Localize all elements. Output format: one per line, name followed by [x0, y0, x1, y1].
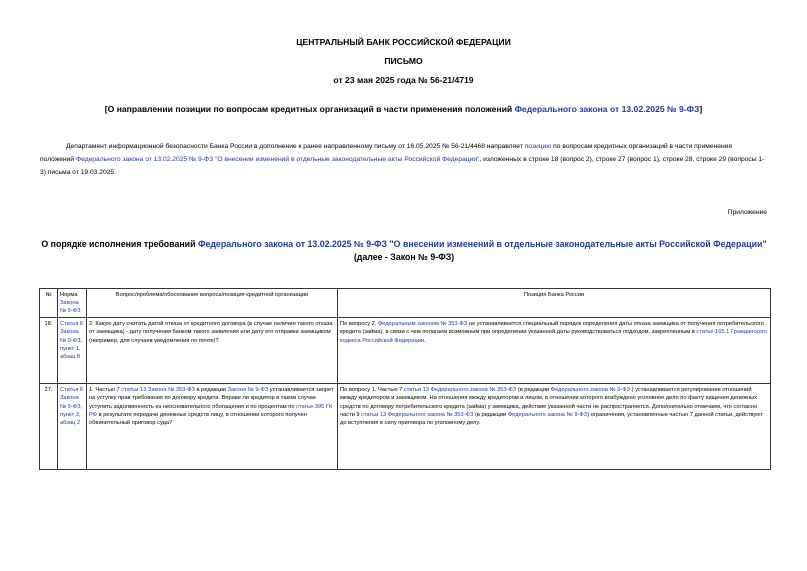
- col-header-position: Позиция Банка России: [338, 289, 771, 318]
- article-13-link[interactable]: статьи 13: [403, 386, 429, 393]
- norma-link[interactable]: Статья 6 Закона № 9-ФЗ, пункт 1, абзац 8: [58, 318, 87, 384]
- question-text: в результате передачи денежных средств лицу, в отношении которого получен обвинительный приговор суда?: [89, 411, 307, 427]
- law-9-link[interactable]: Федерального закона № 9-ФЗ: [550, 386, 631, 393]
- position-cell: [338, 384, 771, 470]
- subject-law-link[interactable]: Федерального закона от 13.02.2025 № 9-ФЗ: [514, 104, 700, 114]
- norma-header-link[interactable]: Закона № 9-ФЗ: [60, 299, 81, 315]
- law-9-link[interactable]: Федерального закона № 9-ФЗ: [507, 411, 588, 418]
- row-number: 27.: [40, 384, 58, 470]
- letter-subject: [0, 104, 807, 114]
- position-text: (в редакции: [473, 411, 508, 418]
- norma-link[interactable]: Статья 6 Закона № 9-ФЗ, пункт 3, абзац 2: [58, 384, 87, 470]
- title-prefix: О порядке исполнения требований: [41, 239, 198, 249]
- article-13-link[interactable]: статьи 13 Закона № 353-ФЗ: [121, 386, 195, 393]
- table-row: [40, 318, 771, 384]
- law-353-link[interactable]: Федеральным законом № 353-ФЗ: [377, 320, 468, 327]
- question-text: 1. Частью 7: [89, 386, 122, 393]
- position-text: ) устанавливается регулирование отношений между кредитором и заемщиком. На отношения между кредитором и лицом, в отношении которого возбуждено уголовное дело по факту хищения денежных средств по договору потребительского кредита (займа) у заемщика, действие указанной части не распространяется. Дополнительно отмечаем, что согласно части 9: [340, 386, 758, 418]
- table-header-row: [40, 289, 771, 318]
- intro-paragraph: [40, 141, 768, 179]
- subject-suffix: ]: [699, 104, 703, 114]
- civil-code-link[interactable]: статье 165.1 Гражданского кодекса Российской Федерации: [340, 329, 768, 344]
- org-name: ЦЕНТРАЛЬНЫЙ БАНК РОССИЙСКОЙ ФЕДЕРАЦИИ: [296, 37, 511, 47]
- subject-prefix: [О направлении позиции по вопросам кредитных организаций в части применения положений: [104, 104, 515, 114]
- col-header-question: Вопрос/проблема/обоснование вопроса/позиция кредитной организации: [87, 289, 338, 318]
- row-number: 18.: [40, 318, 58, 384]
- position-cell: [338, 318, 771, 384]
- article-13-law-353-link[interactable]: статьи 13 Федерального закона № 353-ФЗ: [361, 411, 474, 418]
- position-text: По вопросу 1. Частью 7: [340, 386, 404, 393]
- question-text: устанавливается запрет на уступку прав требования по договору кредита. Вправе ли кредитор в таком случае уступить задолженность из неосновательного обогащения и по процентам по: [89, 386, 334, 410]
- doc-type: ПИСЬМО: [384, 56, 423, 66]
- intro-text-2: по вопросам кредитных организаций в части применения положений: [40, 143, 733, 163]
- table-row: [40, 384, 771, 470]
- title-suffix: (далее - Закон № 9-ФЗ): [353, 251, 455, 262]
- position-text: По вопросу 2.: [340, 320, 378, 327]
- position-table: [39, 288, 771, 470]
- appendix-title: [40, 238, 768, 263]
- position-text: ) ограничения, установленные частью 7 данной статьи, действуют до вступления в силу приговора по уголовному делу.: [340, 411, 764, 427]
- article-395-link[interactable]: статье 395 ГК РФ: [89, 403, 333, 418]
- intro-law-link[interactable]: Федерального закона от 13.02.2025 № 9-ФЗ "О внесении изменений в отдельные законодательные акты Российской Федерации": [76, 155, 480, 163]
- law-9-link[interactable]: Закона № 9-ФЗ: [227, 386, 269, 393]
- doc-date-number: от 23 мая 2025 года № 56-21/4719: [333, 75, 474, 85]
- position-text: не устанавливается специальный порядок определения даты отказа заемщика от получения потребительского кредита (займа), в связи с чем полагаем возможным при определении указанной даты руководствоваться подходом, закрепленным в: [340, 320, 764, 336]
- appendix-label: Приложение: [727, 209, 767, 216]
- intro-text-3: , изложенных в строке 18 (вопрос 2), строке 27 (вопрос 1), строке 28, строке 29 (вопросы 1-3) письма от 19.03.2025.: [40, 155, 765, 176]
- norma-header-text: Норма: [60, 291, 78, 298]
- intro-position-link[interactable]: позицию: [524, 143, 552, 150]
- col-header-norma: [58, 289, 87, 318]
- col-header-num: №: [40, 289, 58, 318]
- law-353-link[interactable]: Федерального закона № 353-ФЗ: [430, 386, 517, 393]
- position-text: (в редакции: [516, 386, 551, 393]
- title-law-link[interactable]: Федерального закона от 13.02.2025 № 9-ФЗ "О внесении изменений в отдельные законодательные акты Российской Федерации": [197, 239, 767, 249]
- intro-text-1: Департамент информационной безопасности Банка России в дополнение к ранее направленному письму от 16.05.2025 № 56-21/4468 направляет: [66, 143, 525, 150]
- position-text: .: [424, 337, 426, 344]
- question-cell: [87, 384, 338, 470]
- question-text: в редакции: [194, 386, 228, 393]
- question-cell: 2. Какую дату считать датой отказа от кредитного договора (в случае наличия такого отказа от заемщика) - дату получения банком такого заявления или дату его отправки заемщиком (например, для случаев уведомления по почте)?: [87, 318, 338, 384]
